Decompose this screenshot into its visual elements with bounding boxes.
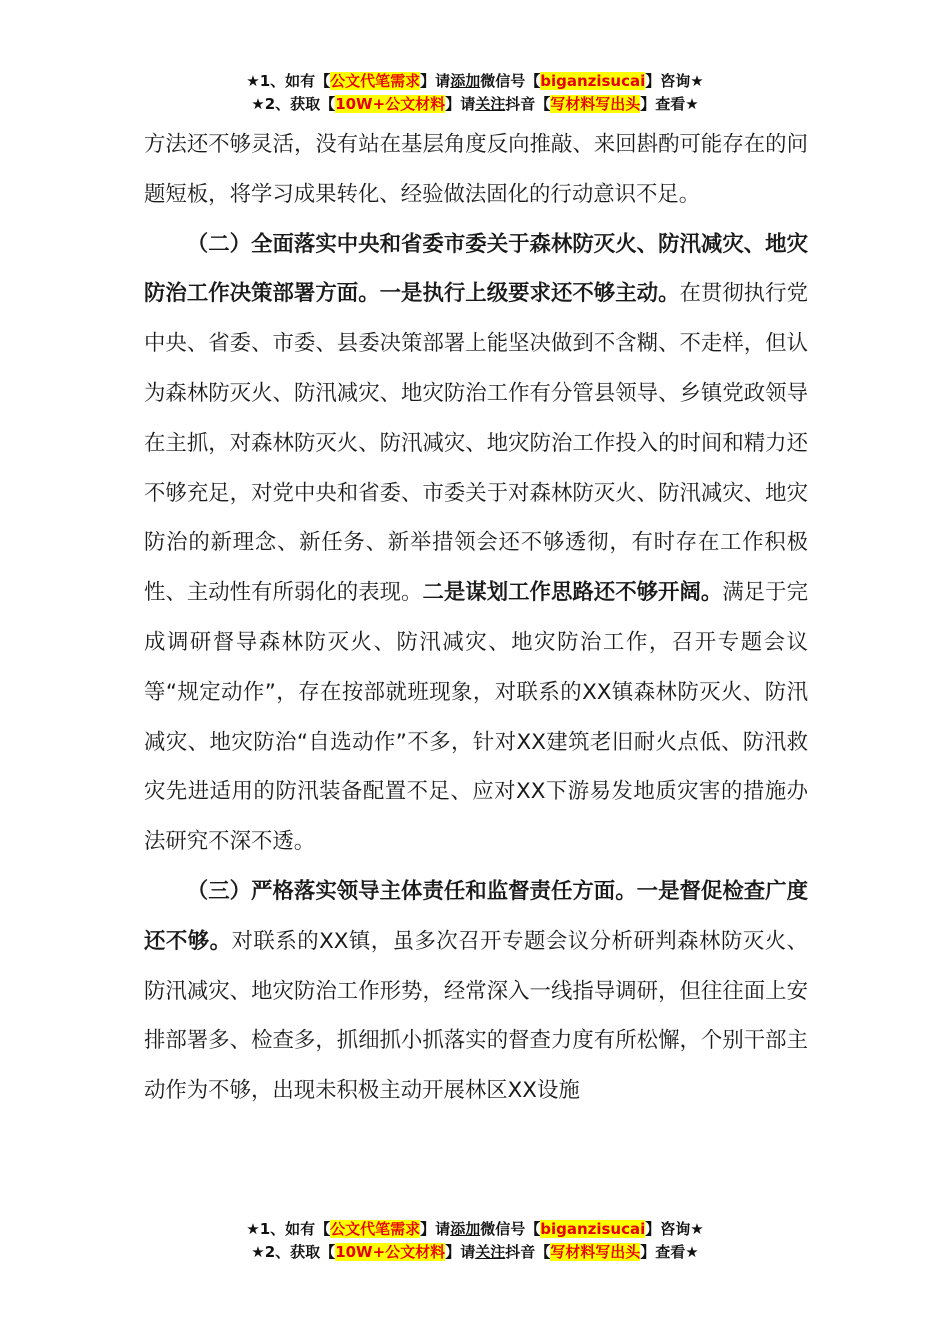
banner-highlight: 写材料写出头	[550, 1243, 641, 1261]
banner-underline: 添加	[450, 72, 481, 90]
banner-underline: 关注	[475, 1243, 506, 1261]
paragraph-text: 对联系的XX镇，虽多次召开专题会议分析研判森林防灭火、防汛减灾、地灾防治工作形势，经常深入一线指导调研，但往往面上安排部署多、检查多，抓细抓小抓落实的督查力度有所松懈，个别干部主动作为不够，出现未积极主动开展林区XX设施	[144, 928, 808, 1104]
banner-text: 】查看★	[640, 1243, 699, 1261]
banner-text: ★1、如有【	[246, 72, 331, 90]
banner-underline: 添加	[450, 1220, 481, 1238]
point-heading: 二是谋划工作思路还不够开阔。	[422, 580, 723, 606]
banner-text: 】咨询★	[645, 72, 704, 90]
section-heading: （二）全面落实中央和省委市委关于森林防灭火、防汛减灾、地灾防治工作决策部署方面。一是执行上级要求还不够主动。	[144, 231, 808, 307]
banner-highlight: 10W+公文材料	[335, 95, 446, 113]
banner-highlight: biganzisucai	[540, 1220, 646, 1238]
banner-text: ★2、获取【	[251, 95, 336, 113]
banner-text: ★1、如有【	[246, 1220, 331, 1238]
banner-text: 】请	[420, 72, 451, 90]
paragraph-1: 方法还不够灵活，没有站在基层角度反向推敲、来回斟酌可能存在的问题短板，将学习成果转化、经验做法固化的行动意识不足。	[144, 132, 808, 207]
banner-text: 抖音【	[505, 1243, 551, 1261]
banner-text: 微信号【	[480, 1220, 541, 1238]
banner-line-1	[0, 1218, 950, 1241]
paragraph-2	[144, 220, 808, 867]
banner-underline: 关注	[475, 95, 506, 113]
header-banner	[0, 70, 950, 116]
banner-highlight: 10W+公文材料	[335, 1243, 446, 1261]
footer-banner	[0, 1218, 950, 1264]
banner-text: 抖音【	[505, 95, 551, 113]
banner-text: 】咨询★	[645, 1220, 704, 1238]
banner-text: 】请	[445, 1243, 476, 1261]
banner-text: 】请	[445, 95, 476, 113]
banner-text: 】请	[420, 1220, 451, 1238]
paragraph-text: 在贯彻执行党中央、省委、市委、县委决策部署上能坚决做到不含糊、不走样，但认为森林防灭火、防汛减灾、地灾防治工作有分管县领导、乡镇党政领导在主抓，对森林防灭火、防汛减灾、地灾防治工作投入的时间和精力还不够充足，对党中央和省委、市委关于对森林防灭火、防汛减灾、地灾防治的新理念、新任务、新举措领会还不够透彻，有时存在工作积极性、主动性有所弱化的表现。	[144, 281, 808, 606]
banner-text: ★2、获取【	[251, 1243, 336, 1261]
banner-highlight: biganzisucai	[540, 72, 646, 90]
document-body	[144, 120, 808, 1116]
banner-highlight: 写材料写出头	[550, 95, 641, 113]
banner-text: 微信号【	[480, 72, 541, 90]
banner-text: 】查看★	[640, 95, 699, 113]
banner-line-1	[0, 70, 950, 93]
banner-line-2	[0, 93, 950, 116]
paragraph-text: 满足于完成调研督导森林防灭火、防汛减灾、地灾防治工作，召开专题会议等“规定动作”，存在按部就班现象，对联系的XX镇森林防灭火、防汛减灾、地灾防治“自选动作”不多，针对XX建筑老旧耐火点低、防汛救灾先进适用的防汛装备配置不足、应对XX下游易发地质灾害的措施办法研究不深不透。	[144, 580, 808, 855]
banner-highlight: 公文代笔需求	[330, 72, 421, 90]
section-heading: （三）严格落实领导主体责任和监督责任方面。一是督促检查广度还不够。	[144, 878, 808, 954]
banner-line-2	[0, 1241, 950, 1264]
banner-highlight: 公文代笔需求	[330, 1220, 421, 1238]
paragraph-3	[144, 867, 808, 1116]
